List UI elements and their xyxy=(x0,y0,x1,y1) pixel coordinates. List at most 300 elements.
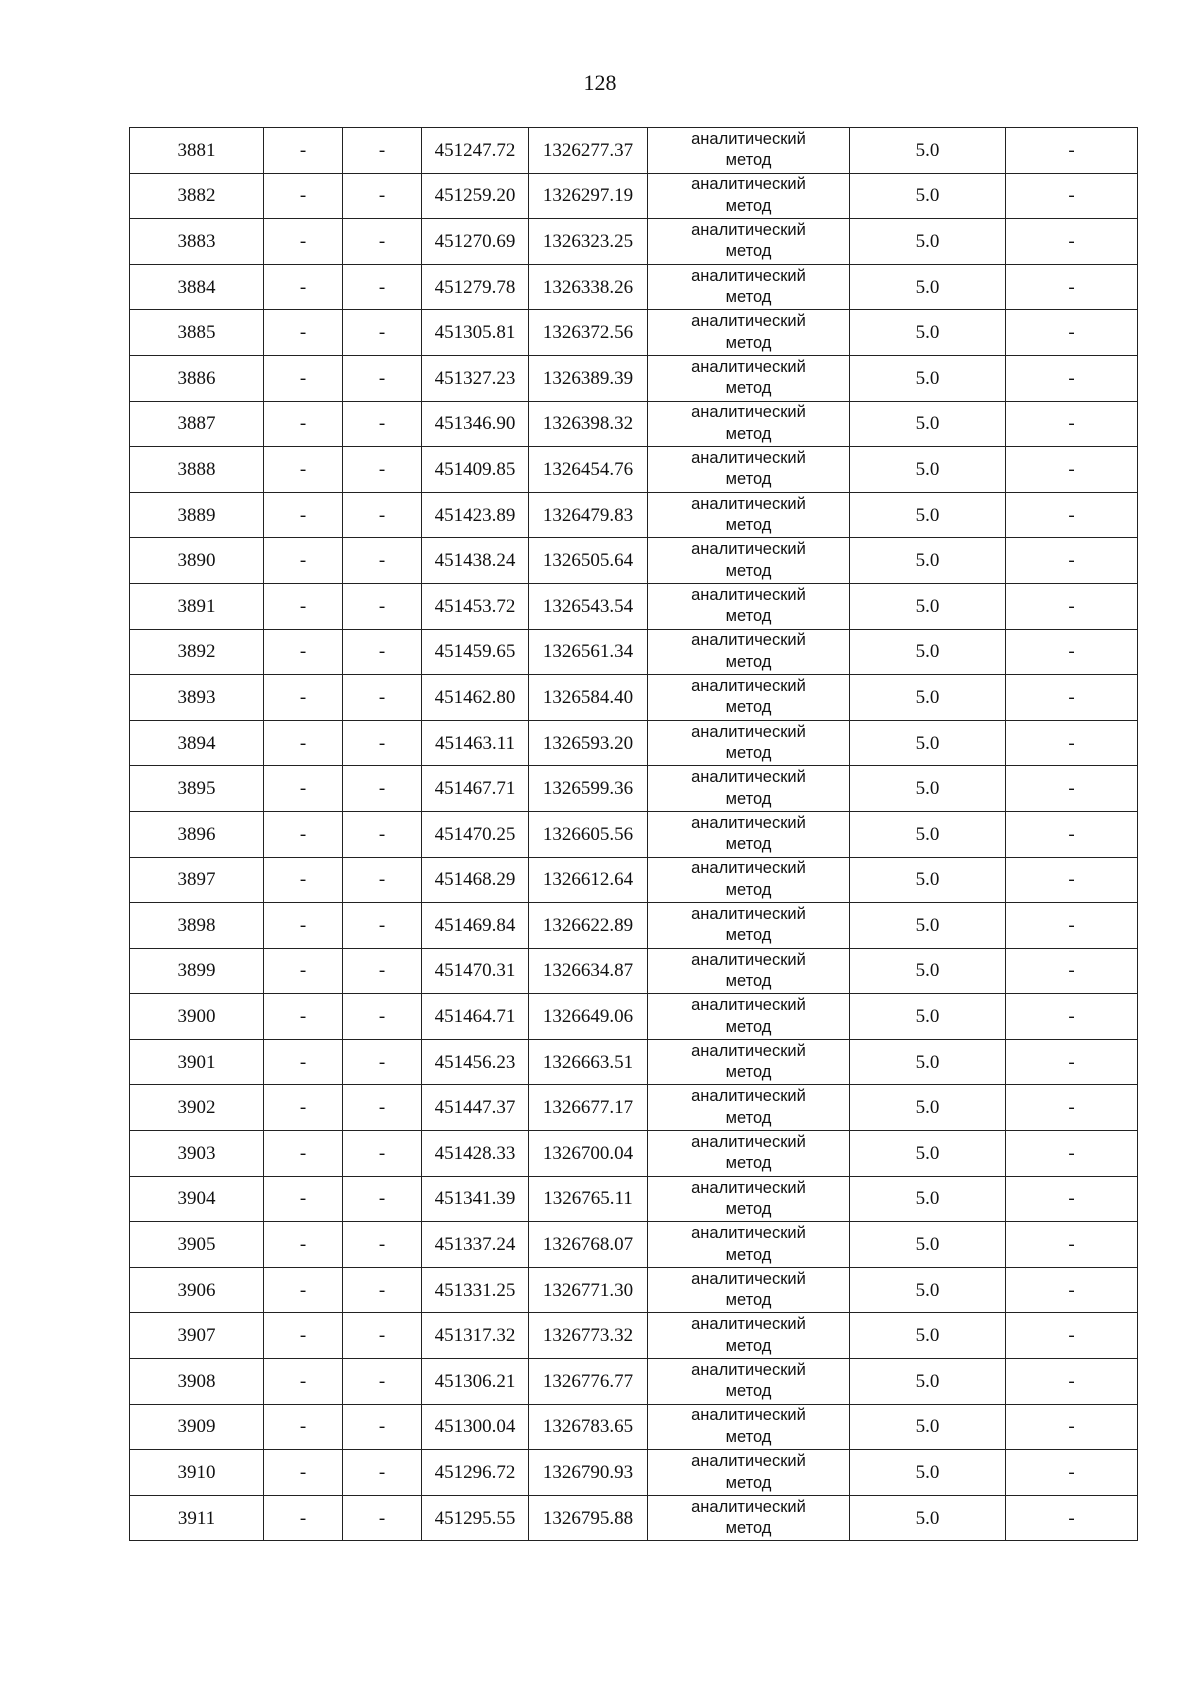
y-coordinate-cell: 1326338.26 xyxy=(529,264,648,310)
method-cell xyxy=(648,1039,850,1085)
point-number-cell: 3889 xyxy=(130,492,264,538)
method-line-1: аналитический xyxy=(691,813,806,832)
x-coordinate-cell: 451327.23 xyxy=(422,355,529,401)
table-row xyxy=(130,720,1138,766)
last-cell: - xyxy=(1006,1039,1138,1085)
col2-cell: - xyxy=(264,1222,343,1268)
last-cell: - xyxy=(1006,492,1138,538)
point-number-cell: 3888 xyxy=(130,447,264,493)
col3-cell: - xyxy=(343,1131,422,1177)
accuracy-cell: 5.0 xyxy=(850,173,1006,219)
point-number-cell: 3903 xyxy=(130,1131,264,1177)
y-coordinate-cell: 1326593.20 xyxy=(529,720,648,766)
x-coordinate-cell: 451270.69 xyxy=(422,219,529,265)
point-number-cell: 3910 xyxy=(130,1450,264,1496)
col3-cell: - xyxy=(343,720,422,766)
col3-cell: - xyxy=(343,1313,422,1359)
method-cell xyxy=(648,173,850,219)
y-coordinate-cell: 1326389.39 xyxy=(529,355,648,401)
col3-cell: - xyxy=(343,1359,422,1405)
table-row xyxy=(130,1131,1138,1177)
method-line-2: метод xyxy=(725,516,772,535)
method-cell xyxy=(648,538,850,584)
method-cell xyxy=(648,355,850,401)
y-coordinate-cell: 1326649.06 xyxy=(529,994,648,1040)
accuracy-cell: 5.0 xyxy=(850,264,1006,310)
col2-cell: - xyxy=(264,994,343,1040)
method-line-2: метод xyxy=(725,835,772,854)
method-line-2: метод xyxy=(725,1245,772,1264)
col3-cell: - xyxy=(343,128,422,174)
y-coordinate-cell: 1326372.56 xyxy=(529,310,648,356)
x-coordinate-cell: 451337.24 xyxy=(422,1222,529,1268)
method-cell xyxy=(648,1450,850,1496)
last-cell: - xyxy=(1006,1085,1138,1131)
point-number-cell: 3887 xyxy=(130,401,264,447)
table-row xyxy=(130,857,1138,903)
y-coordinate-cell: 1326297.19 xyxy=(529,173,648,219)
last-cell: - xyxy=(1006,264,1138,310)
x-coordinate-cell: 451428.33 xyxy=(422,1131,529,1177)
x-coordinate-cell: 451317.32 xyxy=(422,1313,529,1359)
point-number-cell: 3893 xyxy=(130,675,264,721)
coordinates-table xyxy=(129,127,1138,1541)
method-cell xyxy=(648,1176,850,1222)
y-coordinate-cell: 1326605.56 xyxy=(529,811,648,857)
point-number-cell: 3899 xyxy=(130,948,264,994)
method-line-1: аналитический xyxy=(691,996,806,1015)
accuracy-cell: 5.0 xyxy=(850,1131,1006,1177)
col3-cell: - xyxy=(343,447,422,493)
col2-cell: - xyxy=(264,1267,343,1313)
x-coordinate-cell: 451409.85 xyxy=(422,447,529,493)
method-line-1: аналитический xyxy=(691,1041,806,1060)
point-number-cell: 3902 xyxy=(130,1085,264,1131)
col3-cell: - xyxy=(343,355,422,401)
accuracy-cell: 5.0 xyxy=(850,1495,1006,1541)
method-cell xyxy=(648,675,850,721)
point-number-cell: 3909 xyxy=(130,1404,264,1450)
table-row xyxy=(130,1450,1138,1496)
accuracy-cell: 5.0 xyxy=(850,1404,1006,1450)
point-number-cell: 3881 xyxy=(130,128,264,174)
x-coordinate-cell: 451463.11 xyxy=(422,720,529,766)
col2-cell: - xyxy=(264,1404,343,1450)
col2-cell: - xyxy=(264,1176,343,1222)
y-coordinate-cell: 1326677.17 xyxy=(529,1085,648,1131)
page-number: 128 xyxy=(583,70,617,95)
col2-cell: - xyxy=(264,1495,343,1541)
accuracy-cell: 5.0 xyxy=(850,538,1006,584)
method-cell xyxy=(648,629,850,675)
x-coordinate-cell: 451467.71 xyxy=(422,766,529,812)
col3-cell: - xyxy=(343,583,422,629)
method-cell xyxy=(648,401,850,447)
table-row xyxy=(130,1085,1138,1131)
last-cell: - xyxy=(1006,401,1138,447)
table-row xyxy=(130,1313,1138,1359)
method-cell xyxy=(648,857,850,903)
method-line-1: аналитический xyxy=(691,540,806,559)
table-row xyxy=(130,1176,1138,1222)
method-line-1: аналитический xyxy=(691,1178,806,1197)
accuracy-cell: 5.0 xyxy=(850,447,1006,493)
table-row xyxy=(130,401,1138,447)
method-cell xyxy=(648,128,850,174)
col3-cell: - xyxy=(343,492,422,538)
accuracy-cell: 5.0 xyxy=(850,811,1006,857)
col2-cell: - xyxy=(264,128,343,174)
method-line-2: метод xyxy=(725,196,772,215)
table-row xyxy=(130,675,1138,721)
col2-cell: - xyxy=(264,355,343,401)
table-row xyxy=(130,538,1138,584)
x-coordinate-cell: 451423.89 xyxy=(422,492,529,538)
last-cell: - xyxy=(1006,583,1138,629)
x-coordinate-cell: 451456.23 xyxy=(422,1039,529,1085)
table-row xyxy=(130,994,1138,1040)
col2-cell: - xyxy=(264,310,343,356)
y-coordinate-cell: 1326776.77 xyxy=(529,1359,648,1405)
method-line-1: аналитический xyxy=(691,312,806,331)
x-coordinate-cell: 451453.72 xyxy=(422,583,529,629)
last-cell: - xyxy=(1006,1313,1138,1359)
col2-cell: - xyxy=(264,1131,343,1177)
last-cell: - xyxy=(1006,811,1138,857)
x-coordinate-cell: 451468.29 xyxy=(422,857,529,903)
method-line-1: аналитический xyxy=(691,1497,806,1516)
last-cell: - xyxy=(1006,857,1138,903)
last-cell: - xyxy=(1006,675,1138,721)
col2-cell: - xyxy=(264,447,343,493)
y-coordinate-cell: 1326700.04 xyxy=(529,1131,648,1177)
accuracy-cell: 5.0 xyxy=(850,629,1006,675)
col3-cell: - xyxy=(343,219,422,265)
table-row xyxy=(130,766,1138,812)
method-cell xyxy=(648,1404,850,1450)
point-number-cell: 3908 xyxy=(130,1359,264,1405)
col2-cell: - xyxy=(264,629,343,675)
last-cell: - xyxy=(1006,766,1138,812)
accuracy-cell: 5.0 xyxy=(850,857,1006,903)
x-coordinate-cell: 451469.84 xyxy=(422,903,529,949)
col3-cell: - xyxy=(343,1039,422,1085)
table-row xyxy=(130,1267,1138,1313)
method-line-2: метод xyxy=(725,789,772,808)
method-line-1: аналитический xyxy=(691,859,806,878)
x-coordinate-cell: 451331.25 xyxy=(422,1267,529,1313)
method-line-2: метод xyxy=(725,379,772,398)
last-cell: - xyxy=(1006,994,1138,1040)
method-line-1: аналитический xyxy=(691,904,806,923)
method-cell xyxy=(648,492,850,538)
table-row xyxy=(130,447,1138,493)
table-row xyxy=(130,1404,1138,1450)
col3-cell: - xyxy=(343,675,422,721)
y-coordinate-cell: 1326790.93 xyxy=(529,1450,648,1496)
method-cell xyxy=(648,264,850,310)
method-line-2: метод xyxy=(725,288,772,307)
last-cell: - xyxy=(1006,128,1138,174)
y-coordinate-cell: 1326765.11 xyxy=(529,1176,648,1222)
method-line-2: метод xyxy=(725,880,772,899)
col2-cell: - xyxy=(264,538,343,584)
y-coordinate-cell: 1326561.34 xyxy=(529,629,648,675)
col2-cell: - xyxy=(264,1085,343,1131)
point-number-cell: 3897 xyxy=(130,857,264,903)
accuracy-cell: 5.0 xyxy=(850,1039,1006,1085)
point-number-cell: 3906 xyxy=(130,1267,264,1313)
col3-cell: - xyxy=(343,994,422,1040)
accuracy-cell: 5.0 xyxy=(850,1450,1006,1496)
col3-cell: - xyxy=(343,1176,422,1222)
col3-cell: - xyxy=(343,1450,422,1496)
last-cell: - xyxy=(1006,538,1138,584)
method-line-2: метод xyxy=(725,1473,772,1492)
method-cell xyxy=(648,948,850,994)
method-cell xyxy=(648,1495,850,1541)
col2-cell: - xyxy=(264,811,343,857)
col3-cell: - xyxy=(343,766,422,812)
last-cell: - xyxy=(1006,629,1138,675)
method-line-1: аналитический xyxy=(691,494,806,513)
y-coordinate-cell: 1326771.30 xyxy=(529,1267,648,1313)
y-coordinate-cell: 1326599.36 xyxy=(529,766,648,812)
col3-cell: - xyxy=(343,629,422,675)
method-line-1: аналитический xyxy=(691,175,806,194)
table-row xyxy=(130,811,1138,857)
accuracy-cell: 5.0 xyxy=(850,310,1006,356)
method-line-2: метод xyxy=(725,1427,772,1446)
method-line-2: метод xyxy=(725,242,772,261)
method-line-2: метод xyxy=(725,1199,772,1218)
accuracy-cell: 5.0 xyxy=(850,1176,1006,1222)
y-coordinate-cell: 1326479.83 xyxy=(529,492,648,538)
method-line-1: аналитический xyxy=(691,1224,806,1243)
table-row xyxy=(130,903,1138,949)
col3-cell: - xyxy=(343,173,422,219)
method-cell xyxy=(648,1085,850,1131)
method-cell xyxy=(648,1313,850,1359)
y-coordinate-cell: 1326795.88 xyxy=(529,1495,648,1541)
point-number-cell: 3901 xyxy=(130,1039,264,1085)
x-coordinate-cell: 451438.24 xyxy=(422,538,529,584)
accuracy-cell: 5.0 xyxy=(850,401,1006,447)
method-line-1: аналитический xyxy=(691,1269,806,1288)
method-line-2: метод xyxy=(725,1291,772,1310)
accuracy-cell: 5.0 xyxy=(850,355,1006,401)
last-cell: - xyxy=(1006,1404,1138,1450)
point-number-cell: 3882 xyxy=(130,173,264,219)
table-row xyxy=(130,1359,1138,1405)
method-line-1: аналитический xyxy=(691,403,806,422)
method-cell xyxy=(648,811,850,857)
point-number-cell: 3890 xyxy=(130,538,264,584)
last-cell: - xyxy=(1006,720,1138,766)
method-line-1: аналитический xyxy=(691,676,806,695)
y-coordinate-cell: 1326323.25 xyxy=(529,219,648,265)
method-line-1: аналитический xyxy=(691,722,806,741)
accuracy-cell: 5.0 xyxy=(850,1313,1006,1359)
method-line-1: аналитический xyxy=(691,1406,806,1425)
last-cell: - xyxy=(1006,447,1138,493)
col2-cell: - xyxy=(264,401,343,447)
last-cell: - xyxy=(1006,355,1138,401)
method-cell xyxy=(648,994,850,1040)
y-coordinate-cell: 1326277.37 xyxy=(529,128,648,174)
method-line-1: аналитический xyxy=(691,449,806,468)
x-coordinate-cell: 451306.21 xyxy=(422,1359,529,1405)
col2-cell: - xyxy=(264,173,343,219)
col3-cell: - xyxy=(343,857,422,903)
method-cell xyxy=(648,903,850,949)
y-coordinate-cell: 1326398.32 xyxy=(529,401,648,447)
col2-cell: - xyxy=(264,492,343,538)
last-cell: - xyxy=(1006,173,1138,219)
accuracy-cell: 5.0 xyxy=(850,1085,1006,1131)
y-coordinate-cell: 1326622.89 xyxy=(529,903,648,949)
method-line-1: аналитический xyxy=(691,1087,806,1106)
x-coordinate-cell: 451279.78 xyxy=(422,264,529,310)
last-cell: - xyxy=(1006,1495,1138,1541)
method-line-2: метод xyxy=(725,470,772,489)
method-cell xyxy=(648,219,850,265)
method-line-1: аналитический xyxy=(691,357,806,376)
col3-cell: - xyxy=(343,264,422,310)
method-line-2: метод xyxy=(725,926,772,945)
accuracy-cell: 5.0 xyxy=(850,766,1006,812)
method-line-1: аналитический xyxy=(691,266,806,285)
y-coordinate-cell: 1326663.51 xyxy=(529,1039,648,1085)
col2-cell: - xyxy=(264,857,343,903)
x-coordinate-cell: 451300.04 xyxy=(422,1404,529,1450)
accuracy-cell: 5.0 xyxy=(850,1359,1006,1405)
method-line-2: метод xyxy=(725,1154,772,1173)
point-number-cell: 3904 xyxy=(130,1176,264,1222)
last-cell: - xyxy=(1006,219,1138,265)
x-coordinate-cell: 451346.90 xyxy=(422,401,529,447)
method-line-1: аналитический xyxy=(691,1315,806,1334)
x-coordinate-cell: 451470.31 xyxy=(422,948,529,994)
method-line-2: метод xyxy=(725,561,772,580)
point-number-cell: 3896 xyxy=(130,811,264,857)
col2-cell: - xyxy=(264,1450,343,1496)
point-number-cell: 3885 xyxy=(130,310,264,356)
method-line-1: аналитический xyxy=(691,129,806,148)
y-coordinate-cell: 1326773.32 xyxy=(529,1313,648,1359)
x-coordinate-cell: 451341.39 xyxy=(422,1176,529,1222)
point-number-cell: 3900 xyxy=(130,994,264,1040)
method-line-1: аналитический xyxy=(691,631,806,650)
col3-cell: - xyxy=(343,1267,422,1313)
x-coordinate-cell: 451305.81 xyxy=(422,310,529,356)
table-row xyxy=(130,128,1138,174)
col3-cell: - xyxy=(343,401,422,447)
last-cell: - xyxy=(1006,1267,1138,1313)
method-cell xyxy=(648,1267,850,1313)
table-row xyxy=(130,219,1138,265)
point-number-cell: 3883 xyxy=(130,219,264,265)
accuracy-cell: 5.0 xyxy=(850,1267,1006,1313)
x-coordinate-cell: 451259.20 xyxy=(422,173,529,219)
col3-cell: - xyxy=(343,1085,422,1131)
point-number-cell: 3898 xyxy=(130,903,264,949)
col2-cell: - xyxy=(264,1039,343,1085)
point-number-cell: 3895 xyxy=(130,766,264,812)
point-number-cell: 3884 xyxy=(130,264,264,310)
last-cell: - xyxy=(1006,1359,1138,1405)
y-coordinate-cell: 1326584.40 xyxy=(529,675,648,721)
point-number-cell: 3891 xyxy=(130,583,264,629)
accuracy-cell: 5.0 xyxy=(850,994,1006,1040)
method-line-2: метод xyxy=(725,424,772,443)
accuracy-cell: 5.0 xyxy=(850,492,1006,538)
table-row xyxy=(130,264,1138,310)
table-row xyxy=(130,948,1138,994)
col2-cell: - xyxy=(264,583,343,629)
col2-cell: - xyxy=(264,1313,343,1359)
y-coordinate-cell: 1326768.07 xyxy=(529,1222,648,1268)
col3-cell: - xyxy=(343,1404,422,1450)
method-line-2: метод xyxy=(725,607,772,626)
table-row xyxy=(130,1222,1138,1268)
x-coordinate-cell: 451462.80 xyxy=(422,675,529,721)
col3-cell: - xyxy=(343,1495,422,1541)
table-body xyxy=(130,128,1138,1541)
x-coordinate-cell: 451464.71 xyxy=(422,994,529,1040)
col2-cell: - xyxy=(264,675,343,721)
method-cell xyxy=(648,1131,850,1177)
point-number-cell: 3886 xyxy=(130,355,264,401)
last-cell: - xyxy=(1006,1450,1138,1496)
y-coordinate-cell: 1326783.65 xyxy=(529,1404,648,1450)
point-number-cell: 3894 xyxy=(130,720,264,766)
method-line-2: метод xyxy=(725,971,772,990)
x-coordinate-cell: 451447.37 xyxy=(422,1085,529,1131)
x-coordinate-cell: 451296.72 xyxy=(422,1450,529,1496)
accuracy-cell: 5.0 xyxy=(850,948,1006,994)
method-line-2: метод xyxy=(725,1336,772,1355)
method-cell xyxy=(648,1222,850,1268)
col3-cell: - xyxy=(343,310,422,356)
col2-cell: - xyxy=(264,219,343,265)
method-line-2: метод xyxy=(725,1108,772,1127)
method-line-2: метод xyxy=(725,333,772,352)
x-coordinate-cell: 451470.25 xyxy=(422,811,529,857)
method-line-2: метод xyxy=(725,744,772,763)
y-coordinate-cell: 1326612.64 xyxy=(529,857,648,903)
method-line-1: аналитический xyxy=(691,1452,806,1471)
method-line-2: метод xyxy=(725,698,772,717)
last-cell: - xyxy=(1006,1176,1138,1222)
table-row xyxy=(130,1495,1138,1541)
point-number-cell: 3907 xyxy=(130,1313,264,1359)
last-cell: - xyxy=(1006,310,1138,356)
col3-cell: - xyxy=(343,811,422,857)
table-row xyxy=(130,1039,1138,1085)
col2-cell: - xyxy=(264,948,343,994)
method-line-1: аналитический xyxy=(691,585,806,604)
accuracy-cell: 5.0 xyxy=(850,1222,1006,1268)
col3-cell: - xyxy=(343,948,422,994)
accuracy-cell: 5.0 xyxy=(850,583,1006,629)
point-number-cell: 3892 xyxy=(130,629,264,675)
last-cell: - xyxy=(1006,1222,1138,1268)
col3-cell: - xyxy=(343,1222,422,1268)
method-line-2: метод xyxy=(725,1519,772,1538)
y-coordinate-cell: 1326543.54 xyxy=(529,583,648,629)
method-line-1: аналитический xyxy=(691,1132,806,1151)
